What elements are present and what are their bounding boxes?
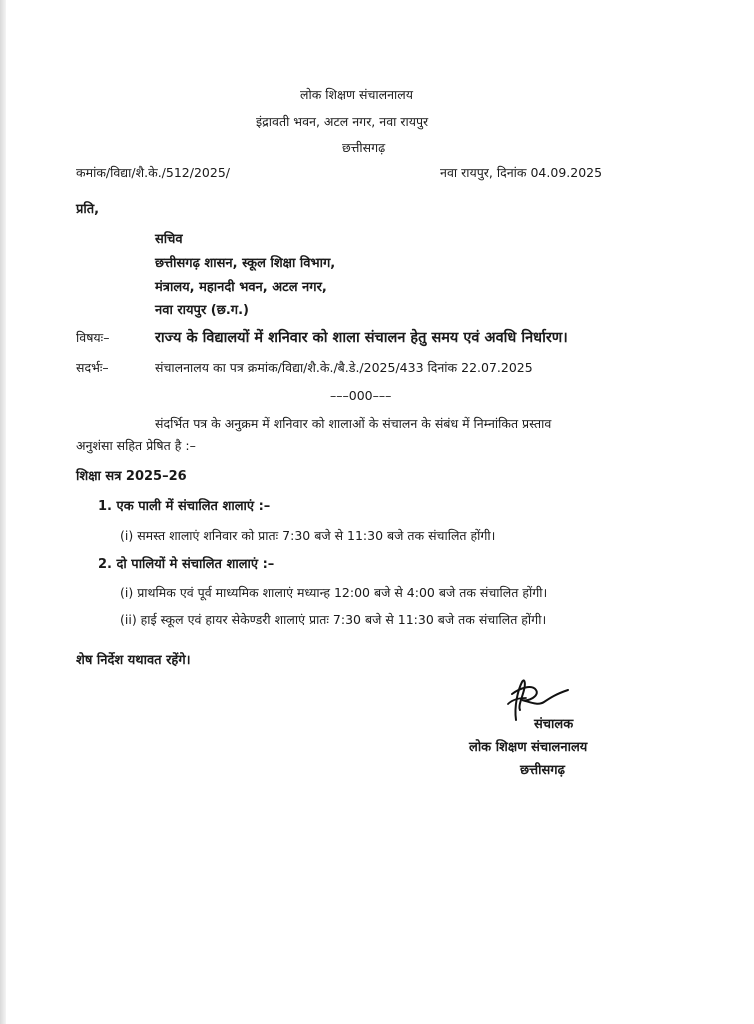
subject-text: राज्य के विद्यालयों में शनिवार को शाला संचालन हेतु समय एवं अवधि निर्धारण। [155, 330, 568, 346]
item-2-point-1: (i) प्राथमिक एवं पूर्व माध्यमिक शालाएं मध्यान्ह 12:00 बजे से 4:00 बजे तक संचालित होंगी। [120, 585, 548, 600]
separator: –––000––– [330, 388, 392, 403]
signatory-title: संचालक [534, 717, 574, 732]
session-heading: शिक्षा सत्र 2025–26 [76, 469, 187, 484]
letter-number: कमांक/विद्या/शै.के./512/2025/ [76, 165, 230, 180]
body-line-2: अनुशंसा सहित प्रेषित है :– [76, 438, 196, 453]
office-address-line: इंद्रावती भवन, अटल नगर, नवा रायपुर [256, 114, 429, 129]
signatory-office: लोक शिक्षण संचालनालय [469, 740, 588, 755]
reference-text: संचालनालय का पत्र क्रमांक/विद्या/शै.के./बै.डे./2025/433 दिनांक 22.07.2025 [155, 360, 533, 375]
signatory-state: छत्तीसगढ़ [520, 763, 565, 778]
item-1-point-1: (i) समस्त शालाएं शनिवार को प्रातः 7:30 बजे से 11:30 बजे तक संचालित होंगी। [120, 528, 496, 543]
item-2-heading: 2. दो पालियों मे संचालित शालाएं :– [98, 557, 275, 572]
item-1-heading: 1. एक पाली में संचालित शालाएं :– [98, 499, 271, 514]
body-line-1: संदर्भित पत्र के अनुक्रम में शनिवार को शालाओं के संचालन के संबंध में निम्नांकित प्रस्ताव [155, 416, 552, 431]
office-state-line: छत्तीसगढ़ [342, 140, 386, 155]
item-2-point-2: (ii) हाई स्कूल एवं हायर सेकेण्डरी शालाएं प्रातः 7:30 बजे से 11:30 बजे तक संचालित होंगी। [120, 612, 547, 627]
page-edge-shadow [0, 0, 6, 1024]
office-name-heading: लोक शिक्षण संचालनालय [300, 87, 413, 102]
addressee-line-3: मंत्रालय, महानदी भवन, अटल नगर, [155, 280, 327, 295]
closing-line: शेष निर्देश यथावत रहेंगे। [76, 653, 191, 668]
subject-label: विषयः– [76, 330, 110, 345]
addressee-line-2: छत्तीसगढ़ शासन, स्कूल शिक्षा विभाग, [155, 256, 336, 271]
to-label: प्रति, [76, 202, 100, 217]
reference-label: सदर्भः– [76, 360, 109, 375]
addressee-line-4: नवा रायपुर (छ.ग.) [155, 303, 249, 318]
letter-place-date: नवा रायपुर, दिनांक 04.09.2025 [440, 165, 603, 180]
addressee-line-1: सचिव [155, 232, 183, 247]
